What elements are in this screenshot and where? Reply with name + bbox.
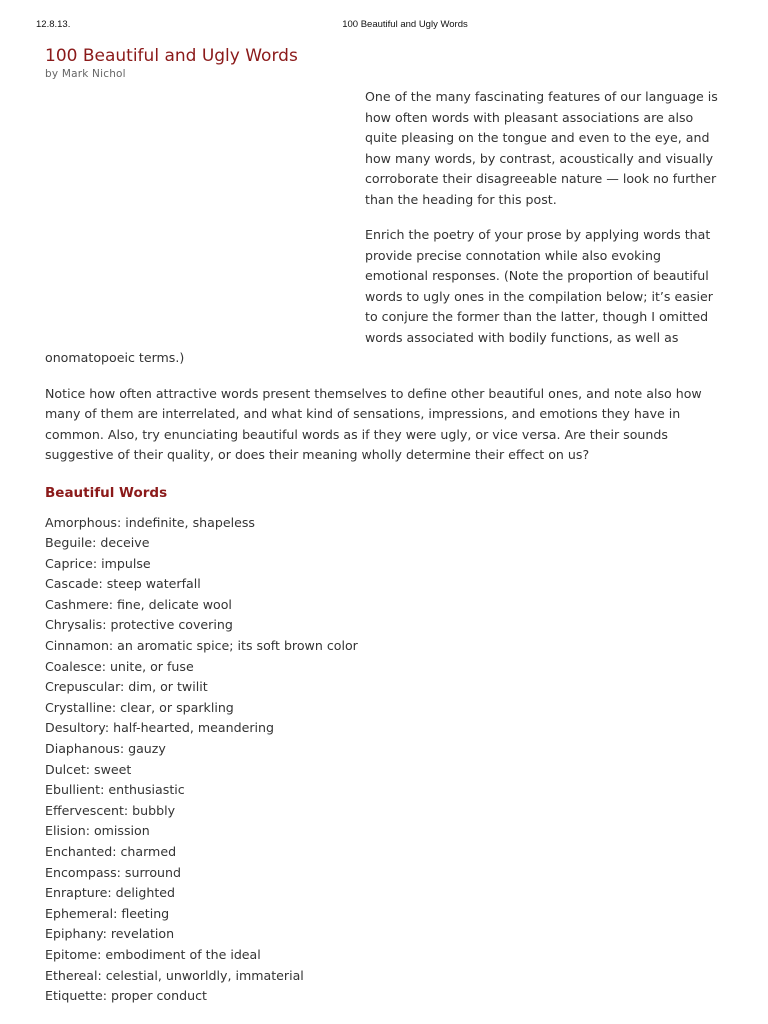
list-item: Enrapture: delighted	[45, 885, 176, 901]
list-item: Caprice: impulse	[45, 555, 151, 571]
beautiful-words-list	[45, 513, 725, 1007]
print-page-title: 100 Beautiful and Ugly Words	[342, 19, 468, 30]
list-item: Elision: omission	[45, 823, 150, 839]
list-item: Cinnamon: an aromatic spice; its soft brown color	[45, 638, 358, 654]
section-heading: Beautiful Words	[45, 484, 168, 501]
ad-placeholder	[45, 81, 357, 339]
print-header	[0, 19, 768, 33]
list-item: Crystalline: clear, or sparkling	[45, 699, 234, 715]
list-item: Encompass: surround	[45, 864, 181, 880]
list-item: Beguile: deceive	[45, 535, 150, 551]
list-item: Enchanted: charmed	[45, 844, 177, 859]
list-item: Ethereal: celestial, unworldly, immaterial	[45, 967, 304, 983]
third-paragraph: Notice how often attractive words present themselves to define other beautiful ones, and note also how many of them are interrelated, and what kind of sensations, impressions, and emotions they have in common. Also, try enunciating beautiful words as if they were ugly, or vice versa. Are their sounds suggestive of their quality, or does their meaning wholly determine their effect on us?	[45, 385, 702, 462]
list-item: Epitome: embodiment of the ideal	[45, 946, 261, 962]
list-item: Epiphany: revelation	[45, 926, 175, 942]
list-item: Desultory: half-hearted, meandering	[45, 720, 274, 736]
article-byline: by Mark Nichol	[45, 68, 126, 80]
list-item: Ebullient: enthusiastic	[45, 782, 185, 798]
print-date: 12.8.13.	[36, 19, 71, 30]
list-item: Cascade: steep waterfall	[45, 576, 201, 592]
list-item: Effervescent: bubbly	[45, 802, 176, 818]
intro-paragraph: One of the many fascinating features of our language is how often words with pleasant associations are also quite pleasing on the tongue and even to the eye, and how many words, by contrast, acoustically and visually corroborate their disagreeable nature — look no further than the heading for this post.	[365, 89, 718, 207]
article	[45, 44, 725, 1007]
second-paragraph: Enrich the poetry of your prose by applying words that provide precise connotation while also evoking emotional responses. (Note the proportion of beautiful words to ugly ones in the compilation below; it’s easier to conjure the former than the latter, though I omitted words associated with bodily functions, as well as onomatopoeic terms.)	[45, 227, 713, 365]
list-item: Coalesce: unite, or fuse	[45, 658, 194, 674]
list-item: Crepuscular: dim, or twilit	[45, 679, 208, 695]
list-item: Dulcet: sweet	[45, 761, 132, 777]
list-item: Etiquette: proper conduct	[45, 988, 207, 1004]
list-item: Ephemeral: fleeting	[45, 905, 170, 921]
list-item: Diaphanous: gauzy	[45, 741, 166, 757]
list-item: Amorphous: indefinite, shapeless	[45, 514, 255, 530]
list-item: Cashmere: fine, delicate wool	[45, 596, 232, 612]
article-title: 100 Beautiful and Ugly Words	[45, 46, 298, 66]
list-item: Chrysalis: protective covering	[45, 617, 233, 633]
